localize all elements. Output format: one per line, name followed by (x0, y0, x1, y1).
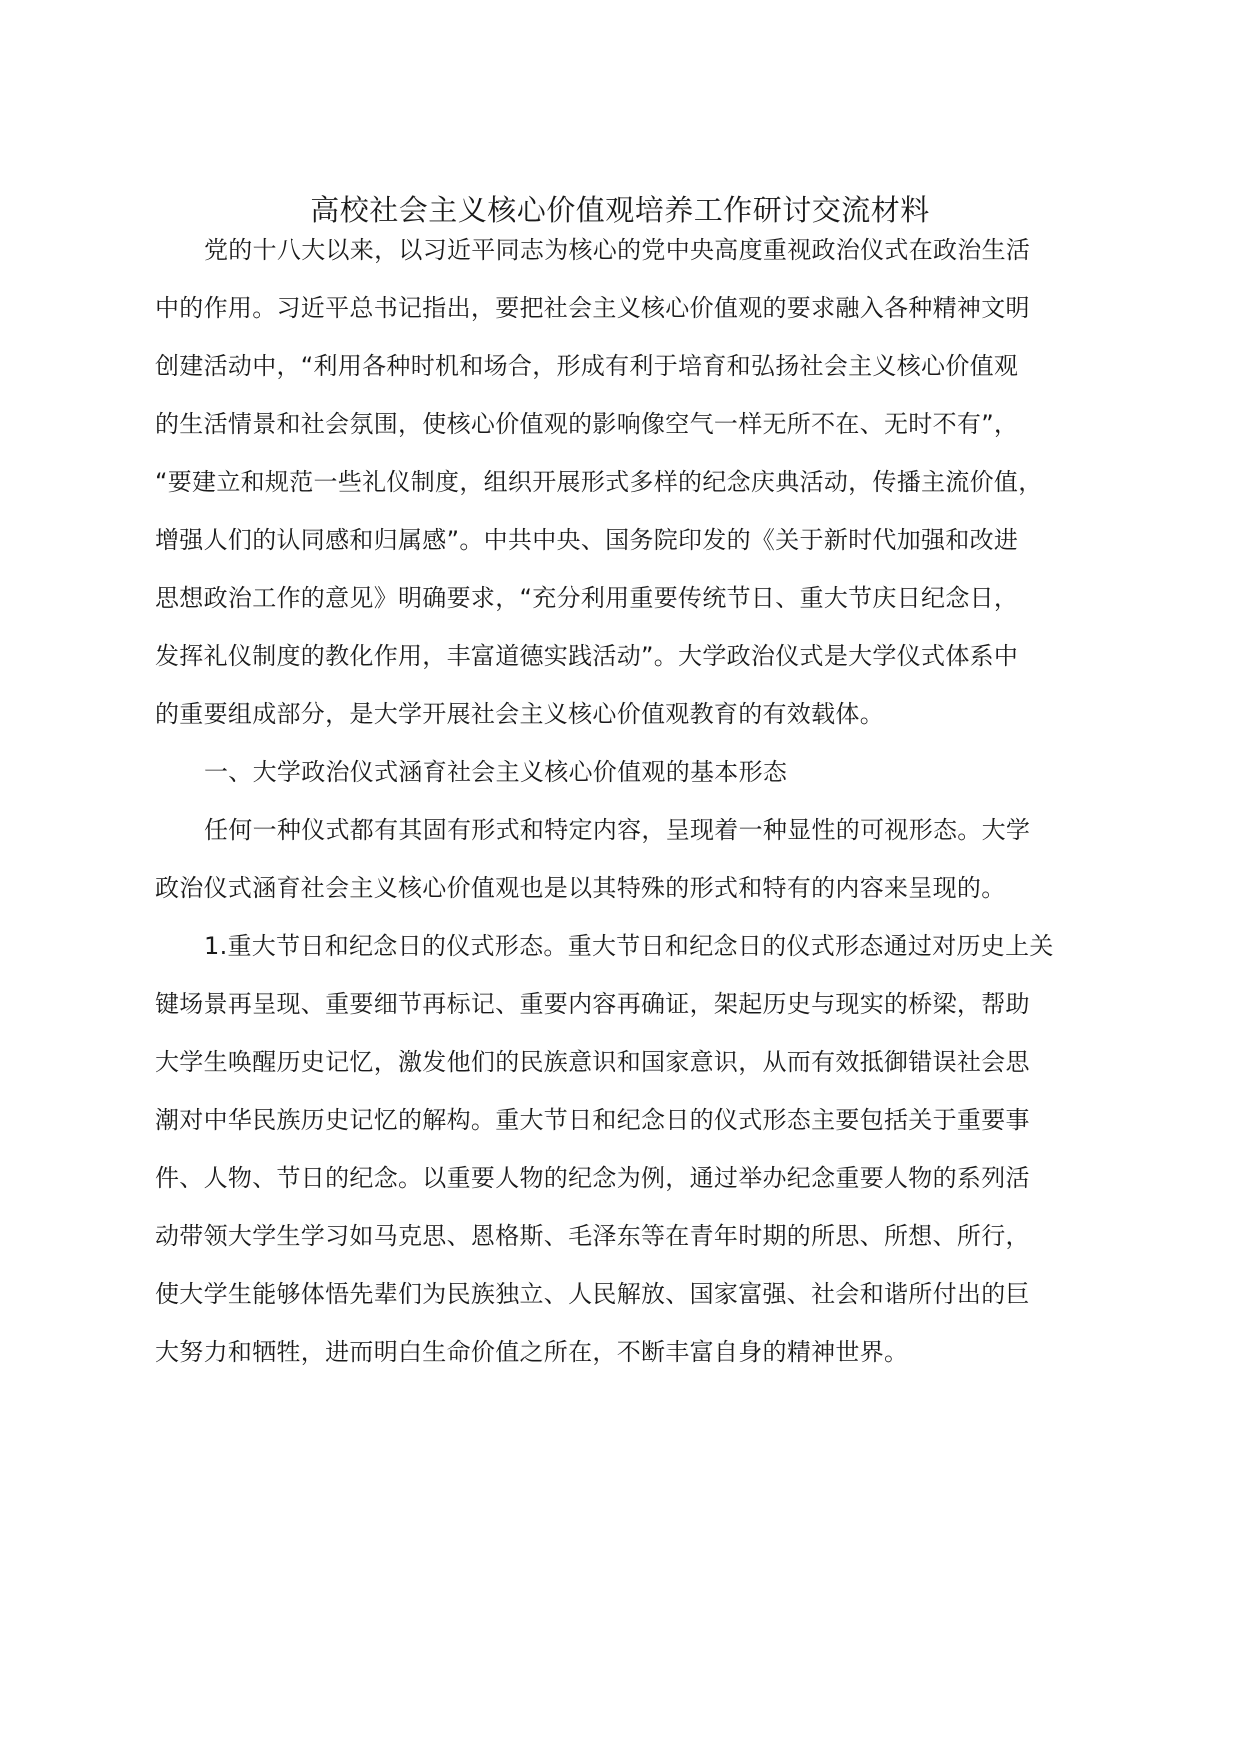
paragraph-line: 思想政治工作的意见》明确要求，“充分利用重要传统节日、重大节庆日纪念日， (155, 584, 1019, 612)
paragraph-line: 1.重大节日和纪念日的仪式形态。重大节日和纪念日的仪式形态通过对历史上关 (204, 932, 1054, 960)
paragraph-line: 党的十八大以来，以习近平同志为核心的党中央高度重视政治仪式在政治生活 (204, 236, 1031, 264)
paragraph-line: 任何一种仪式都有其固有形式和特定内容，呈现着一种显性的可视形态。大学 (204, 816, 1031, 844)
paragraph-line: 增强人们的认同感和归属感”。中共中央、国务院印发的《关于新时代加强和改进 (155, 526, 1019, 554)
paragraph-line: 创建活动中，“利用各种时机和场合，形成有利于培育和弘扬社会主义核心价值观 (155, 352, 1019, 380)
paragraph-line: 政治仪式涵育社会主义核心价值观也是以其特殊的形式和特有的内容来呈现的。 (155, 874, 1006, 902)
paragraph-line: “要建立和规范一些礼仪制度，组织开展形式多样的纪念庆典活动，传播主流价值， (155, 468, 1043, 496)
section-heading: 一、大学政治仪式涵育社会主义核心价值观的基本形态 (204, 758, 788, 786)
paragraph-line: 发挥礼仪制度的教化作用，丰富道德实践活动”。大学政治仪式是大学仪式体系中 (155, 642, 1019, 670)
paragraph-line: 键场景再呈现、重要细节再标记、重要内容再确证，架起历史与现实的桥梁，帮助 (155, 990, 1030, 1018)
document-title: 高校社会主义核心价值观培养工作研讨交流材料 (310, 193, 930, 227)
paragraph-line: 中的作用。习近平总书记指出，要把社会主义核心价值观的要求融入各种精神文明 (155, 294, 1030, 322)
paragraph-line: 大学生唤醒历史记忆，激发他们的民族意识和国家意识，从而有效抵御错误社会思 (155, 1048, 1030, 1076)
paragraph-line: 的重要组成部分，是大学开展社会主义核心价值观教育的有效载体。 (155, 700, 884, 728)
paragraph-line: 使大学生能够体悟先辈们为民族独立、人民解放、国家富强、社会和谐所付出的巨 (155, 1280, 1030, 1308)
paragraph-line: 潮对中华民族历史记忆的解构。重大节日和纪念日的仪式形态主要包括关于重要事 (155, 1106, 1030, 1134)
paragraph-line: 的生活情景和社会氛围，使核心价值观的影响像空气一样无所不在、无时不有”， (155, 410, 1019, 438)
paragraph-line: 件、人物、节日的纪念。以重要人物的纪念为例，通过举办纪念重要人物的系列活 (155, 1164, 1030, 1192)
paragraph-line: 大努力和牺牲，进而明白生命价值之所在，不断丰富自身的精神世界。 (155, 1338, 909, 1366)
paragraph-line: 动带领大学生学习如马克思、恩格斯、毛泽东等在青年时期的所思、所想、所行， (155, 1222, 1030, 1250)
